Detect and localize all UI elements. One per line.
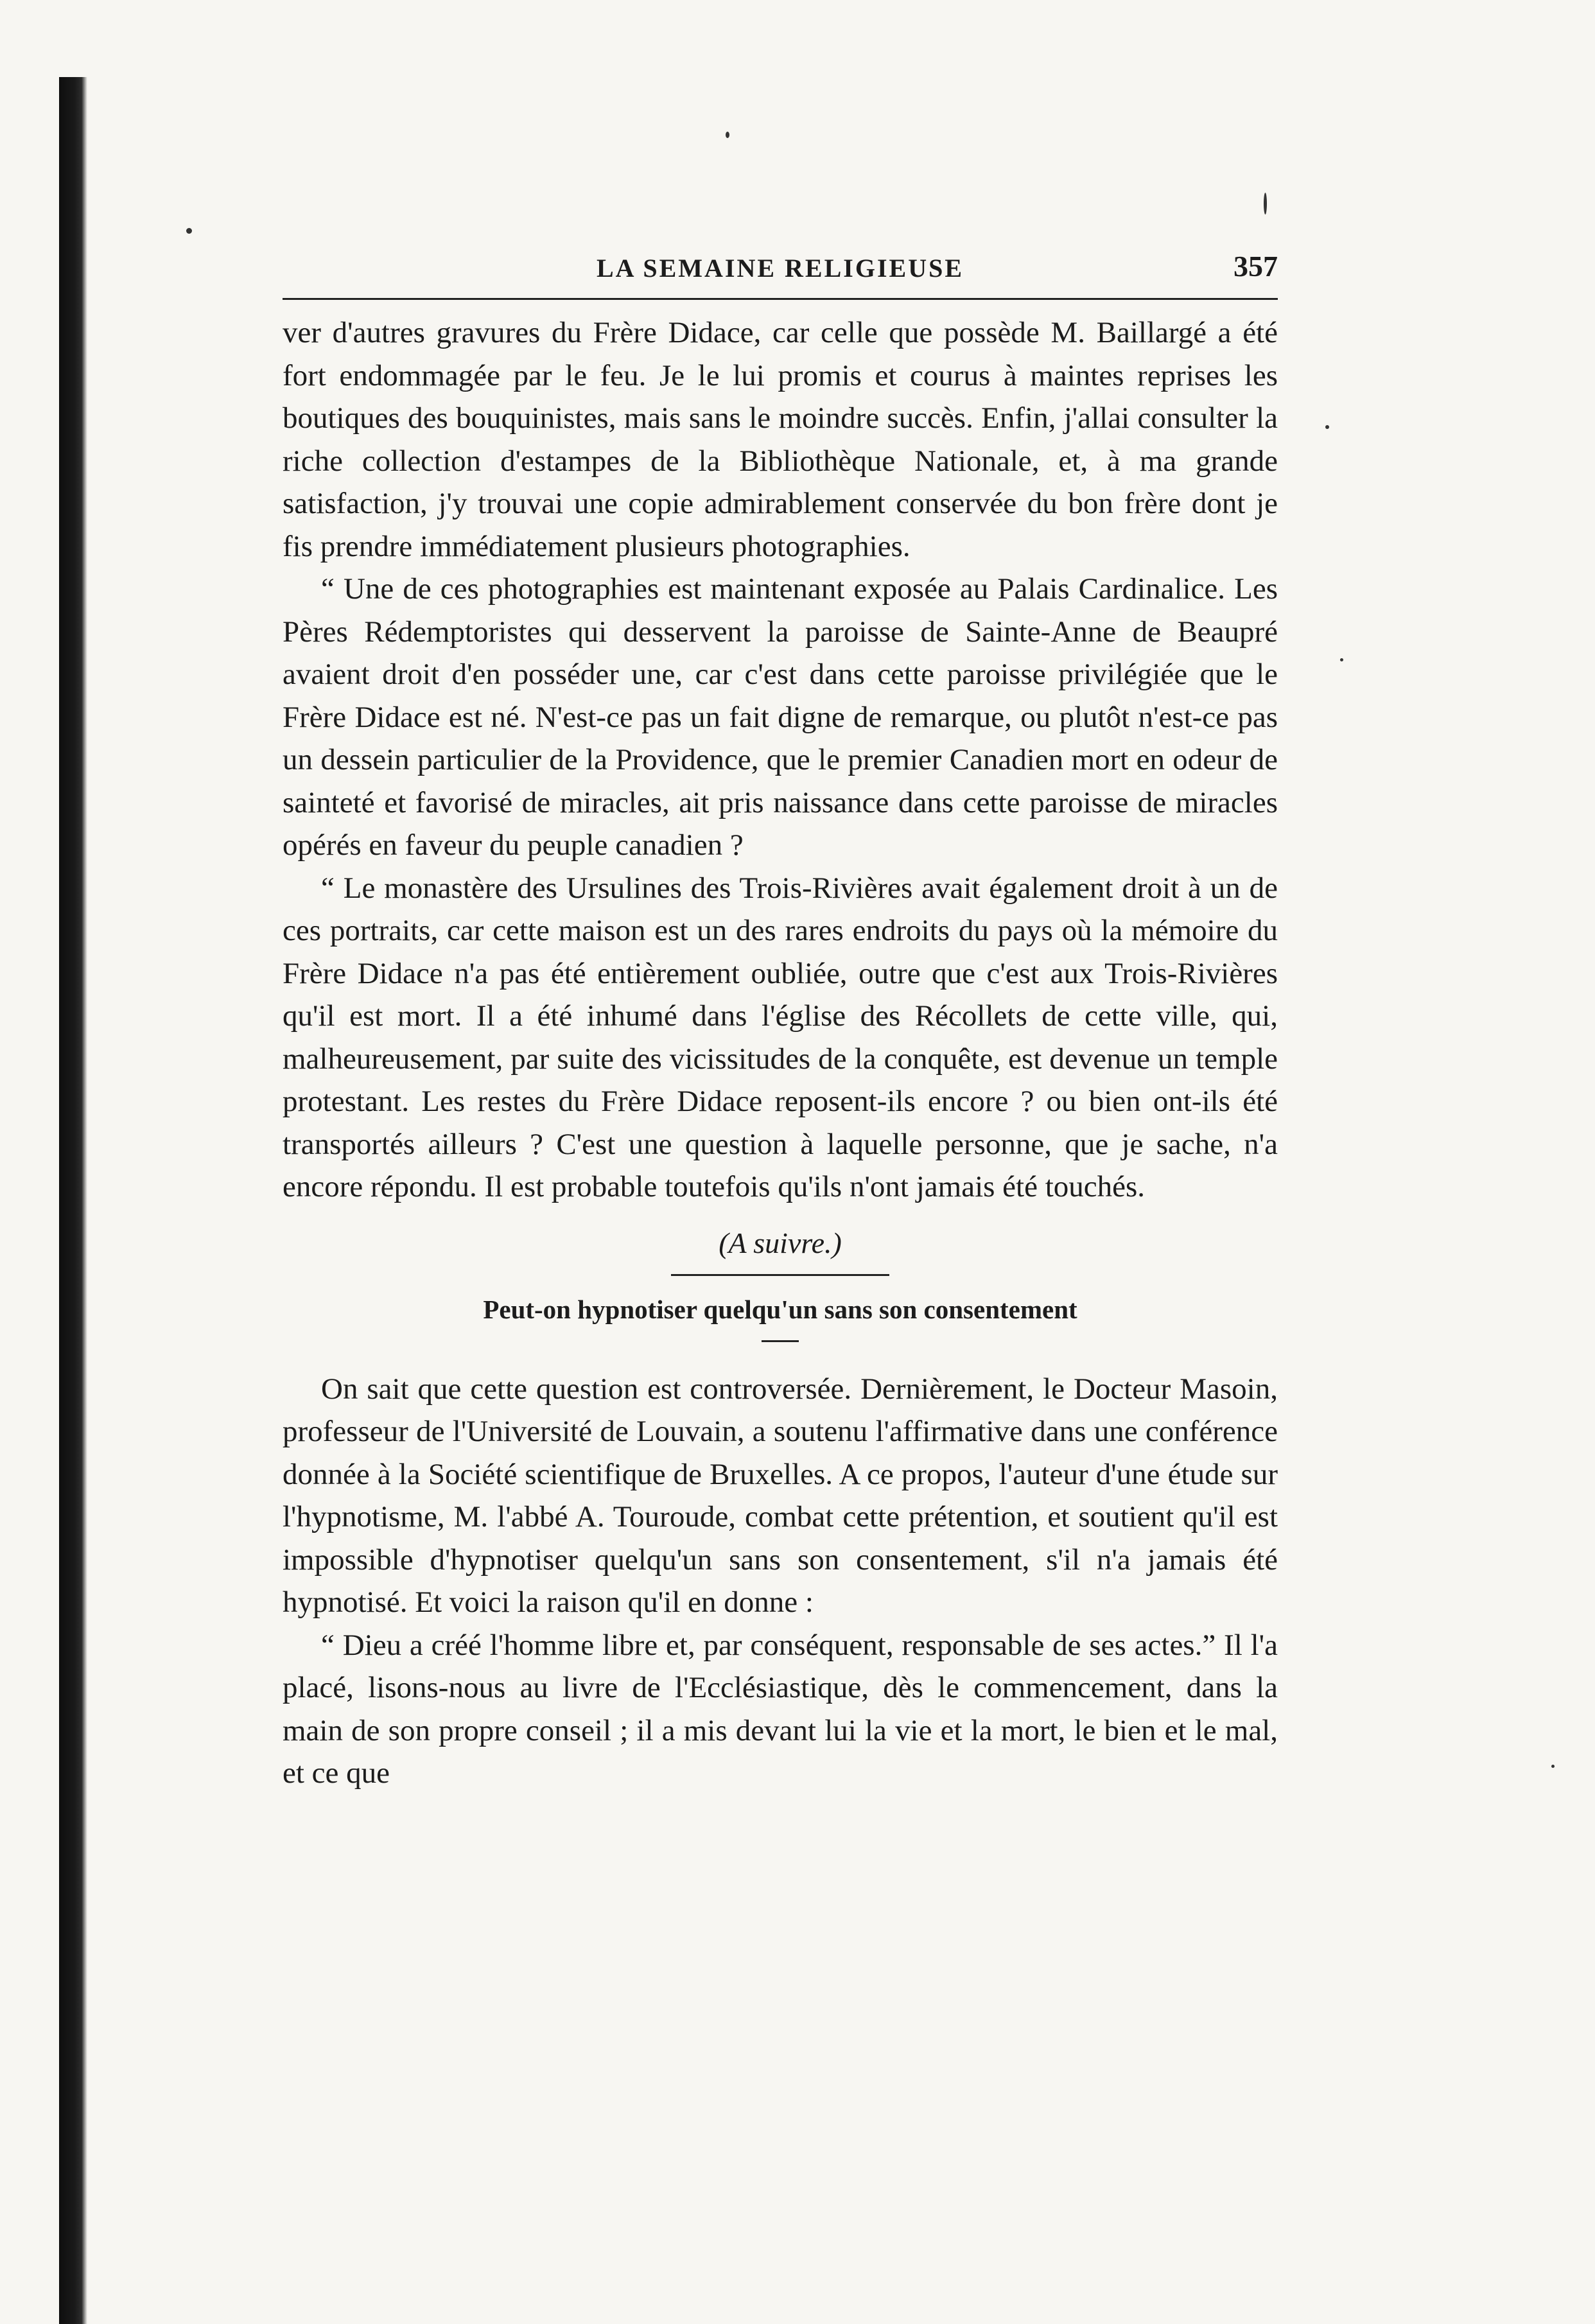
paragraph-photographies: “ Une de ces photographies est maintenant exposée au Palais Cardinalice. Les Pères Rédemptoristes qui desservent la paroisse de Sainte-Anne de Beaupré avaient droit d'en posséder une, car c'est dans cette paroisse privilégiée que le Frère Didace est né. N'est-ce pas un fait digne de remarque, ou plutôt n'est-ce pas un dessein particulier de la Providence, que le premier Canadien mort en odeur de sainteté et favorisé de miracles, ait pris naissance dans cette paroisse de miracles opérés en faveur du peuple canadien ? [283,572,1278,862]
paragraph-hypnotisme: On sait que cette question est controversée. Dernièrement, le Docteur Masoin, professeur de l'Université de Louvain, a soutenu l'affirmative dans une conférence donnée à la Société scientifique de Bruxelles. A ce propos, l'auteur d'une étude sur l'hypnotisme, M. l'abbé A. Touroude, combat cette prétention, et soutient qu'il est impossible d'hypnotiser quelqu'un sans son consentement, s'il n'a jamais été hypnotisé. Et voici la raison qu'il en donne : [283,1372,1278,1619]
scan-speck [1264,193,1267,214]
paragraph-dieu: “ Dieu a créé l'homme libre et, par conséquent, responsable de ses actes.” Il l'a placé, lisons-nous au livre de l'Ecclésiastique, dès le commencement, dans la main de son propre conseil ; il a mis devant lui la vie et la mort, le bien et le mal, et ce que [283,1628,1278,1790]
scan-speck [1551,1765,1555,1768]
section-separator [671,1274,889,1276]
paragraph-continued: ver d'autres gravures du Frère Didace, car celle que possède M. Baillargé a été fort endommagée par le feu. Je le lui promis et courus à maintes reprises les boutiques des bouquinistes, mais sans le moindre succès. Enfin, j'allai consulter la riche collection d'estampes de la Bibliothèque Nationale, et, à ma grande satisfaction, j'y trouvai une copie admirablement conservée du bon frère dont je fis prendre immédiatement plusieurs photographies. [283,316,1278,563]
running-head [283,244,1278,295]
scan-speck [1325,425,1329,429]
scan-speck [186,228,192,234]
page [283,244,1278,1795]
running-title: LA SEMAINE RELIGIEUSE [596,254,964,283]
section-title: Peut-on hypnotiser quelqu'un sans son consentement [483,1294,1077,1324]
continuation-note: (A suivre.) [719,1226,842,1259]
scan-speck [1340,658,1343,661]
paragraph-ursulines: “ Le monastère des Ursulines des Trois-Rivières avait également droit à un de ces portraits, car cette maison est un des rares endroits du pays où la mémoire du Frère Didace n'a pas été entièrement oubliée, outre que c'est aux Trois-Rivières qu'il est mort. Il a été inhumé dans l'église des Récollets de cette ville, qui, malheureusement, par suite des vicissitudes de la conquête, est devenue un temple protestant. Les restes du Frère Didace reposent-ils encore ? ou bien ont-ils été transportés ailleurs ? C'est une question à laquelle personne, que je sache, n'a encore répondu. Il est probable toutefois qu'ils n'ont jamais été touchés. [283,871,1278,1203]
header-rule [283,298,1278,300]
page-number: 357 [1233,250,1278,283]
binding-edge [59,77,87,2324]
title-dash [762,1340,799,1342]
scan-speck [726,132,729,138]
